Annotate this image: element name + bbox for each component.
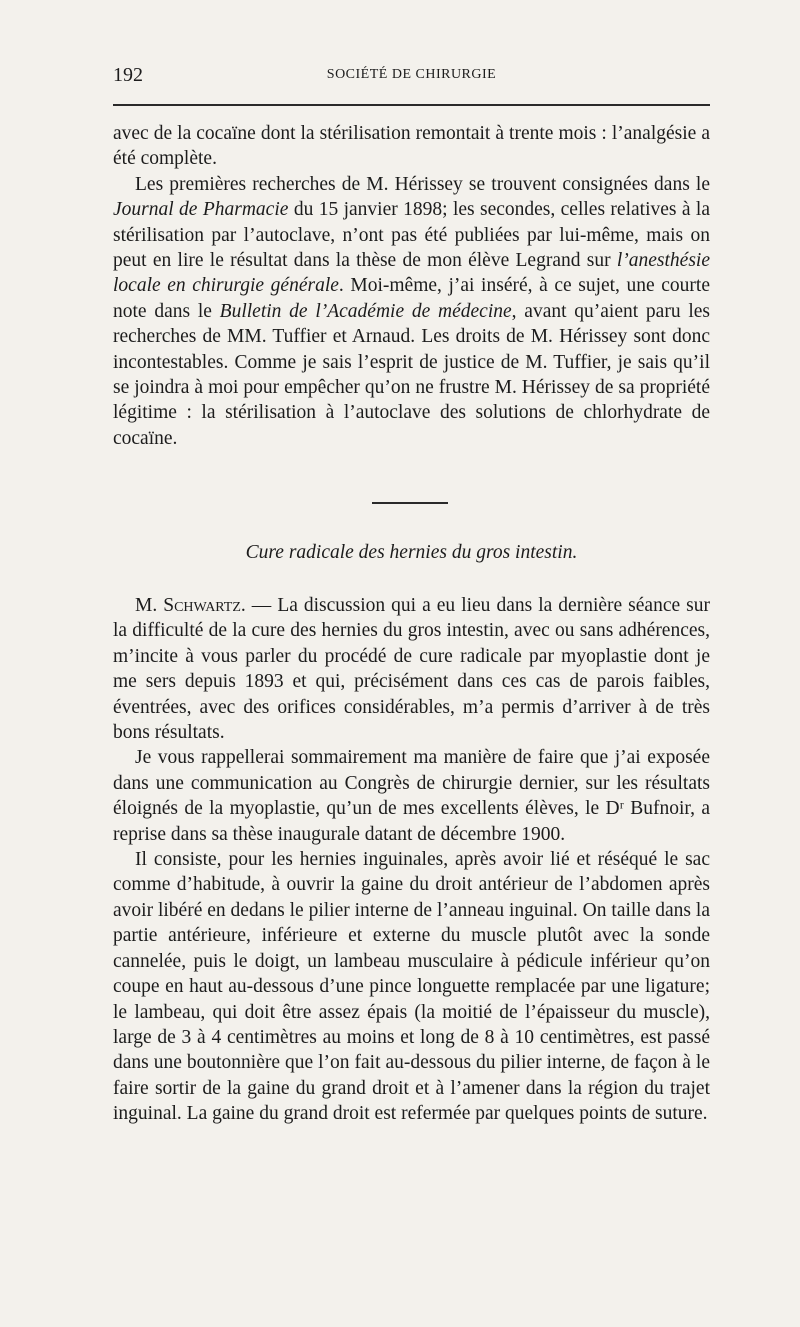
paragraph (113, 847, 710, 1126)
paragraph (113, 593, 710, 745)
text-segment: Les premières recherches de M. Hérissey se trouvent consignées dans le (135, 173, 710, 195)
text-segment: . Moi-même, j’ai inséré, à ce sujet, une courte note dans le (113, 275, 710, 322)
section-heading: Cure radicale des hernies du gros intestin. (245, 542, 578, 563)
italic-text: Journal de Pharmacie (113, 199, 289, 221)
text-segment: M. (135, 595, 164, 616)
page-number: 192 (113, 64, 143, 86)
italic-text: Bulletin de l’Académie de médecine (219, 300, 512, 322)
paragraph (113, 172, 710, 451)
page-header (113, 64, 710, 88)
header-rule (113, 104, 710, 106)
text-segment: , avant qu’aient paru les recherches de MM. Tuffier et Arnaud. Les droits de M. Hérissey sont donc incontestables. Comme je sais l’esprit de justice de M. Tuffier, je sais qu’il se joindra à moi pour empêcher qu’on ne frustre M. Hérissey de sa propriété légitime : la stérilisation à l’autoclave des solutions de chlorhydrate de cocaïne. (113, 300, 710, 449)
text-segment: . — La discussion qui a eu lieu dans la dernière séance sur la difficulté de la cure des hernies du gros intestin, avec ou sans adhérences, m’incite à vous parler du procédé de cure radicale par myoplastie dont je me sers depuis 1893 et qui, précisément dans ces cas de parois faibles, éventrées, avec des orifices considérables, m’a permis d’arriver à de très bons résultats. (113, 595, 710, 744)
section-divider (372, 502, 448, 504)
text-segment: avec de la cocaïne dont la stérilisation remontait à trente mois : l’analgésie a été complète. (113, 123, 710, 170)
paragraph (113, 745, 710, 847)
paragraph (113, 121, 710, 172)
text-segment: Je vous rappellerai sommairement ma manière de faire que j’ai exposée dans une communication au Congrès de chirurgie dernier, sur les résultats éloignés de la myoplastie, qu’un de mes excellents élèves, le Dʳ Bufnoir, a reprise dans sa thèse inaugurale datant de décembre 1900. (113, 747, 710, 845)
body-text-bottom (113, 593, 710, 1127)
text-segment: Il consiste, pour les hernies inguinales, après avoir lié et réséqué le sac comme d’habitude, à ouvrir la gaine du droit antérieur de l’abdomen après avoir libéré en dedans le pilier interne de l’anneau inguinal. On taille dans la partie antérieure, inférieure et externe du muscle plutôt avec la sonde cannelée, puis le doigt, un lambeau musculaire à pédicule inférieur qu’on coupe en haut au-dessous d’une pince longuette remplacée par une ligature; le lambeau, qui doit être assez épais (la moitié de l’épaisseur du muscle), large de 3 à 4 centimètres au moins et long de 8 à 10 centimètres, est passé dans une boutonnière que l’on fait au-dessous du pilier interne, de façon à le faire sortir de la gaine du grand droit et à l’amener dans la région du trajet inguinal. La gaine du grand droit est refermée par quelques points de suture. (113, 849, 710, 1125)
italic-text: l’anesthésie locale en chirurgie générale (113, 250, 710, 297)
body-text-top (113, 121, 710, 451)
author-name: Schwartz (163, 595, 241, 616)
running-title: SOCIÉTÉ DE CHIRURGIE (326, 67, 497, 82)
text-segment: du 15 janvier 1898; les secondes, celles relatives à la stérilisation par l’autoclave, n’ont pas été publiées par lui-même, mais on peut en lire le résultat dans la thèse de mon élève Legrand sur (113, 199, 710, 272)
